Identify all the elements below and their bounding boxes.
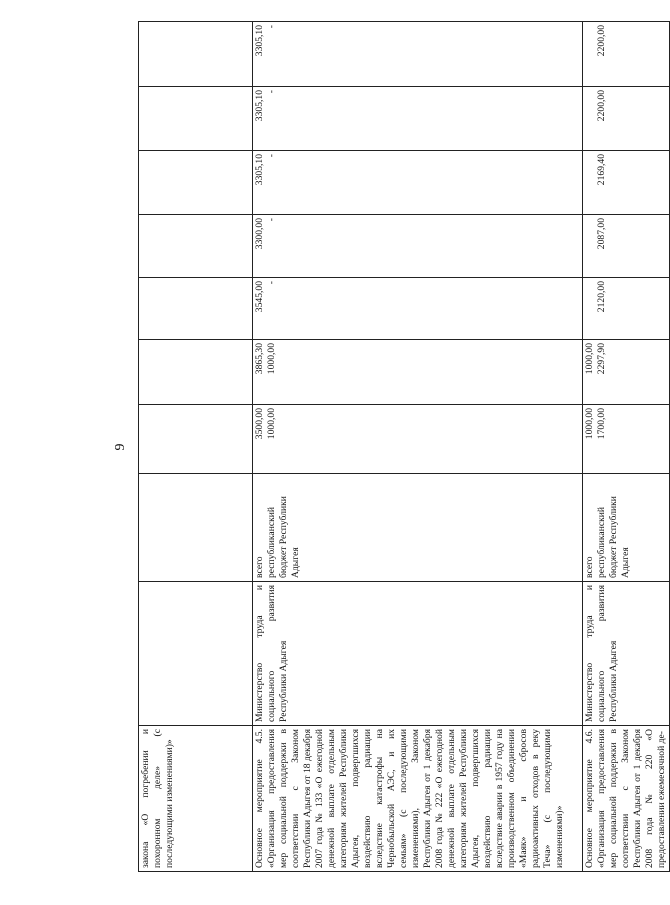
value-cell <box>253 151 583 215</box>
value-cell <box>139 405 253 474</box>
table-body <box>139 22 670 872</box>
value-line: - <box>266 154 277 158</box>
funding-source: республиканский бюджет Республики Адыгея <box>596 496 631 578</box>
value-cell <box>253 405 583 474</box>
value-line <box>584 218 596 274</box>
value-line <box>140 281 152 336</box>
value-line <box>278 90 290 147</box>
value-line <box>584 281 596 336</box>
table-row <box>583 22 670 872</box>
executor-cell: Министерство труда и социального развития Республики Адыгея <box>583 582 670 726</box>
value-cell <box>253 278 583 340</box>
value-line: 1000,00 <box>584 343 595 375</box>
value-line <box>584 154 596 211</box>
value-line: 2200,00 <box>596 25 607 57</box>
value-cell <box>139 215 253 278</box>
value-line <box>152 154 164 211</box>
value-line: - <box>266 281 277 285</box>
value-line <box>608 90 620 147</box>
value-line <box>164 25 176 83</box>
value-line: 3865,30 <box>254 343 265 375</box>
table-row <box>139 22 253 872</box>
executor-cell <box>139 582 253 726</box>
value-cell <box>583 87 670 151</box>
value-line <box>152 90 164 147</box>
value-line <box>152 25 164 83</box>
program-table <box>138 21 670 872</box>
value-line <box>608 25 620 83</box>
value-cell <box>253 215 583 278</box>
value-line: 2120,00 <box>596 281 607 313</box>
value-line <box>140 25 152 83</box>
measure-description: закона «О погребении и похоронном деле» (с последующими изменениями)» <box>139 726 253 872</box>
page-number: 9 <box>113 443 128 451</box>
value-line: 2169,40 <box>596 154 607 186</box>
value-line <box>152 343 164 401</box>
rotated-page <box>113 22 667 872</box>
value-cell <box>139 278 253 340</box>
value-line <box>278 218 290 274</box>
value-cell <box>583 215 670 278</box>
value-line: 1000,00 <box>584 408 595 440</box>
value-line <box>278 154 290 211</box>
value-line: 1000,00 <box>266 343 277 375</box>
value-line <box>608 218 620 274</box>
value-line <box>140 343 152 401</box>
value-line <box>140 154 152 211</box>
value-line <box>164 154 176 211</box>
value-line <box>152 218 164 274</box>
value-cell <box>139 151 253 215</box>
value-cell <box>583 278 670 340</box>
value-line: 3500,00 <box>254 408 265 440</box>
value-line: 2297,90 <box>596 343 607 375</box>
value-line <box>278 281 290 336</box>
value-line <box>278 25 290 83</box>
value-line: - <box>266 218 277 222</box>
value-line: 1000,00 <box>266 408 277 440</box>
value-line: 3545,00 <box>254 281 265 313</box>
value-cell <box>139 22 253 87</box>
value-line <box>164 281 176 336</box>
value-line <box>164 408 176 470</box>
value-line <box>584 25 596 83</box>
measure-description: Основное мероприятие 4.6. «Организация предоставления мер социальной поддержки в соответствии с Законом Республики Адыгея от 1 декабря 2008 года № 220 «О предоставлении ежемесячной де- <box>583 726 670 872</box>
value-cell <box>139 87 253 151</box>
value-line <box>278 408 290 470</box>
value-cell <box>253 340 583 405</box>
value-line <box>152 281 164 336</box>
value-line: 2200,00 <box>596 90 607 122</box>
value-line <box>140 90 152 147</box>
funding-source-cell <box>253 474 583 582</box>
measure-description: Основное мероприятие 4.5. «Организация предоставления мер социальной поддержки в соответствии с Законом Республики Адыгея от 18 декабря 2007 года № 133 «О ежегодной денежной выплате отдельным категориям жителей Республики Адыгея, подвергшихся воздействию радиации вследствие катастрофы на Чернобыльской АЭС, и их семьям» (с последующими изменениями), Законом Республики Адыгея от 1 декабря 2008 года № 222 «О ежегодной денежной выплате отдельным категориям жителей Республики Адыгея, подвергшихся воздействию радиации вследствие аварии в 1957 году на производственном объединении «Маяк» и сбросов радиоактивных отходов в реку Теча» (с последующими изменениями)» <box>253 726 583 872</box>
value-cell <box>139 340 253 405</box>
value-line <box>152 408 164 470</box>
value-line <box>164 218 176 274</box>
value-line: - <box>266 25 277 29</box>
value-cell <box>253 22 583 87</box>
funding-source-cell <box>583 474 670 582</box>
value-cell <box>583 405 670 474</box>
value-line: 2087,00 <box>596 218 607 250</box>
value-line <box>278 343 290 401</box>
value-line <box>140 408 152 470</box>
funding-source-cell <box>139 474 253 582</box>
value-line: 3305,10 <box>254 25 265 57</box>
value-cell <box>583 22 670 87</box>
value-line: - <box>266 90 277 94</box>
value-cell <box>253 87 583 151</box>
value-line <box>140 218 152 274</box>
value-line: 3305,10 <box>254 90 265 122</box>
executor-cell: Министерство труда и социального развития Республики Адыгея <box>253 582 583 726</box>
value-line <box>608 408 620 470</box>
funding-source: всего <box>254 556 265 578</box>
funding-source: всего <box>584 556 595 578</box>
value-line <box>164 343 176 401</box>
value-line <box>584 90 596 147</box>
value-cell <box>583 340 670 405</box>
value-line <box>608 343 620 401</box>
table-row <box>253 22 583 872</box>
value-line <box>164 90 176 147</box>
value-line: 1700,00 <box>596 408 607 440</box>
value-cell <box>583 151 670 215</box>
funding-source: республиканский бюджет Республики Адыгея <box>266 496 301 578</box>
value-line: 3300,00 <box>254 218 265 250</box>
value-line <box>608 154 620 211</box>
value-line: 3305,10 <box>254 154 265 186</box>
value-line <box>608 281 620 336</box>
